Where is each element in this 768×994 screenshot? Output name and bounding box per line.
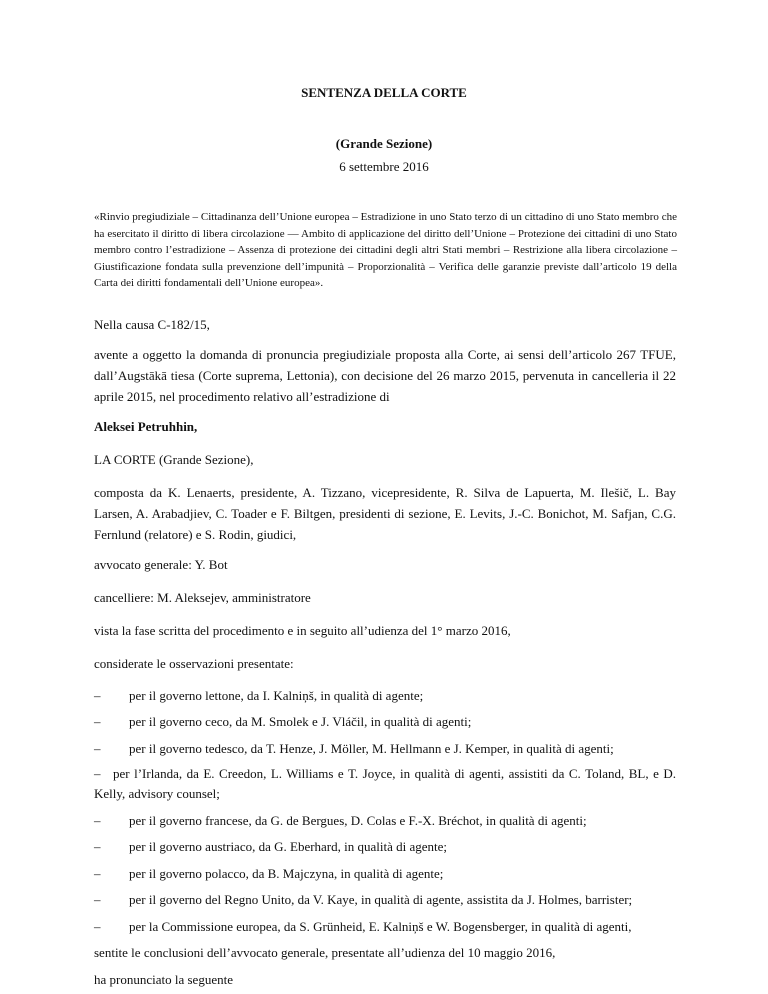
- list-dash: –: [94, 740, 101, 756]
- list-dash: –: [94, 892, 101, 908]
- party-item: [94, 916, 694, 937]
- party-text: per il governo francese, da G. de Bergues, D. Colas e F.-X. Bréchot, in qualità di agenti;: [129, 812, 587, 828]
- procedure-line: vista la fase scritta del procedimento e in seguito all’udienza del 1° marzo 2016,: [94, 623, 511, 638]
- party-item: [94, 863, 694, 884]
- list-dash: –: [94, 687, 101, 703]
- party-item: [94, 764, 676, 804]
- judgment-title: SENTENZA DELLA CORTE: [301, 85, 467, 100]
- keywords-paragraph: «Rinvio pregiudiziale – Cittadinanza dell’Unione europea – Estradizione in uno Stato terzo di un cittadino di uno Stato membro che ha esercitato il diritto di libera circolazione — Ambito di applicazione del diritto dell’Unione – Protezione dei cittadini di uno Stato membro contro l’estradizione – Assenza di protezione dei cittadini degli altri Stati membri – Restrizione alla libera circolazione – Giustificazione fondata sulla prevenzione dell’impunità – Proporzionalità – Verifica delle garanzie previste dall’articolo 19 della Carta dei diritti fondamentali dell’Unione europea».: [94, 211, 677, 290]
- party-text: per il governo austriaco, da G. Eberhard, in qualità di agente;: [129, 839, 448, 855]
- request-paragraph: avente a oggetto la domanda di pronuncia pregiudiziale proposta alla Corte, ai sensi dell’articolo 267 TFUE, dall’Augstākā tiesa (Corte suprema, Lettonia), con decisione del 26 marzo 2015, pervenuta in cancelleria il 22 aprile 2015, nel procedimento relativo all’estradizione di: [94, 347, 676, 404]
- person-name: Aleksei Petruhhin,: [94, 419, 198, 434]
- judgment-date: 6 settembre 2016: [339, 159, 429, 174]
- advocate-general: avvocato generale: Y. Bot: [94, 557, 228, 572]
- case-intro: Nella causa C‑182/15,: [94, 317, 210, 332]
- chamber-heading: (Grande Sezione): [335, 136, 433, 151]
- list-dash: –: [94, 839, 101, 855]
- party-text: per il governo tedesco, da T. Henze, J. Möller, M. Hellmann e J. Kemper, in qualità di agenti;: [129, 740, 614, 756]
- party-text: per il governo del Regno Unito, da V. Kaye, in qualità di agente, assistita da J. Holmes, barrister;: [129, 892, 633, 908]
- party-text: per l’Irlanda, da E. Creedon, L. Williams e T. Joyce, in qualità di agenti, assistiti da C. Toland, BL, e D. Kelly, advisory counsel;: [94, 766, 676, 802]
- party-item: [94, 738, 694, 759]
- party-item: [94, 889, 694, 910]
- pronounced-line: ha pronunciato la seguente: [94, 972, 233, 987]
- composition-paragraph: composta da K. Lenaerts, presidente, A. Tizzano, vicepresidente, R. Silva de Lapuerta, M. Ilešič, L. Bay Larsen, A. Arabadjiev, C. Toader e F. Biltgen, presidenti di sezione, E. Levits, J.-C. Bonichot, M. Safjan, C.G. Fernlund (relatore) e S. Rodin, giudici,: [94, 485, 676, 542]
- conclusions-line: sentite le conclusioni dell’avvocato generale, presentate all’udienza del 10 maggio 2016,: [94, 945, 556, 961]
- list-dash: –: [94, 812, 101, 828]
- party-text: per il governo polacco, da B. Majczyna, in qualità di agente;: [129, 865, 444, 881]
- party-item: [94, 685, 694, 706]
- list-dash: –: [94, 714, 101, 730]
- party-item: [94, 810, 694, 831]
- court-heading: LA CORTE (Grande Sezione),: [94, 452, 254, 467]
- party-text: per il governo ceco, da M. Smolek e J. Vláčil, in qualità di agenti;: [129, 714, 472, 730]
- registrar: cancelliere: M. Aleksejev, amministratore: [94, 590, 311, 605]
- party-item: [94, 836, 694, 857]
- observations-intro: considerate le osservazioni presentate:: [94, 656, 294, 671]
- list-dash: –: [94, 918, 101, 934]
- list-dash: –: [94, 766, 101, 782]
- list-dash: –: [94, 865, 101, 881]
- party-text: per la Commissione europea, da S. Grünheid, E. Kalniņš e W. Bogensberger, in qualità di agenti,: [129, 918, 632, 934]
- party-item: [94, 711, 694, 732]
- party-text: per il governo lettone, da I. Kalniņš, in qualità di agente;: [129, 687, 424, 703]
